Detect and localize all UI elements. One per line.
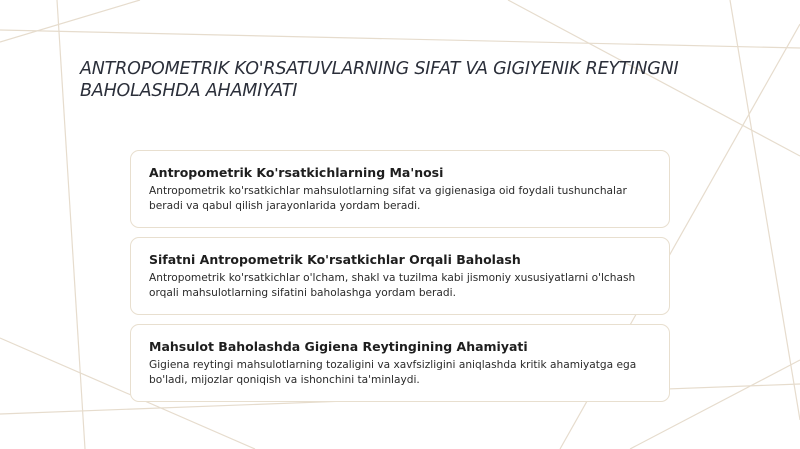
card-list [130,150,670,411]
card-quality-assessment [130,237,670,315]
card-heading: Sifatni Antropometrik Ko'rsatkichlar Orqali Baholash [149,252,521,267]
card-text: Antropometrik ko'rsatkichlar o'lcham, shakl va tuzilma kabi jismoniy xususiyatlarni o'lchash orqali mahsulotlarning sifatini baholashga yordam beradi. [149,272,636,299]
bg-line [730,0,800,420]
card-heading: Mahsulot Baholashda Gigiena Reytingining Ahamiyati [149,339,528,354]
slide-title: ANTROPOMETRIK KO'RSATUVLARNING SIFAT VA GIGIYENIK REYTINGNI BAHOLASHDA AHAMIYATI [80,59,679,101]
bg-line [0,30,800,48]
card-heading: Antropometrik Ko'rsatkichlarning Ma'nosi [149,165,444,180]
card-hygiene-rating [130,324,670,402]
card-text: Gigiena reytingi mahsulotlarning tozaligini va xavfsizligini aniqlashda kritik ahamiyatga ega bo'ladi, mijozlar qoniqish va ishonchini ta'minlaydi. [149,359,637,386]
card-anthropometric-meaning [130,150,670,228]
bg-line [0,0,140,42]
card-text: Antropometrik ko'rsatkichlar mahsulotlarning sifat va gigienasiga oid foydali tushunchalar beradi va qabul qilish jarayonlarida yordam beradi. [149,185,627,212]
